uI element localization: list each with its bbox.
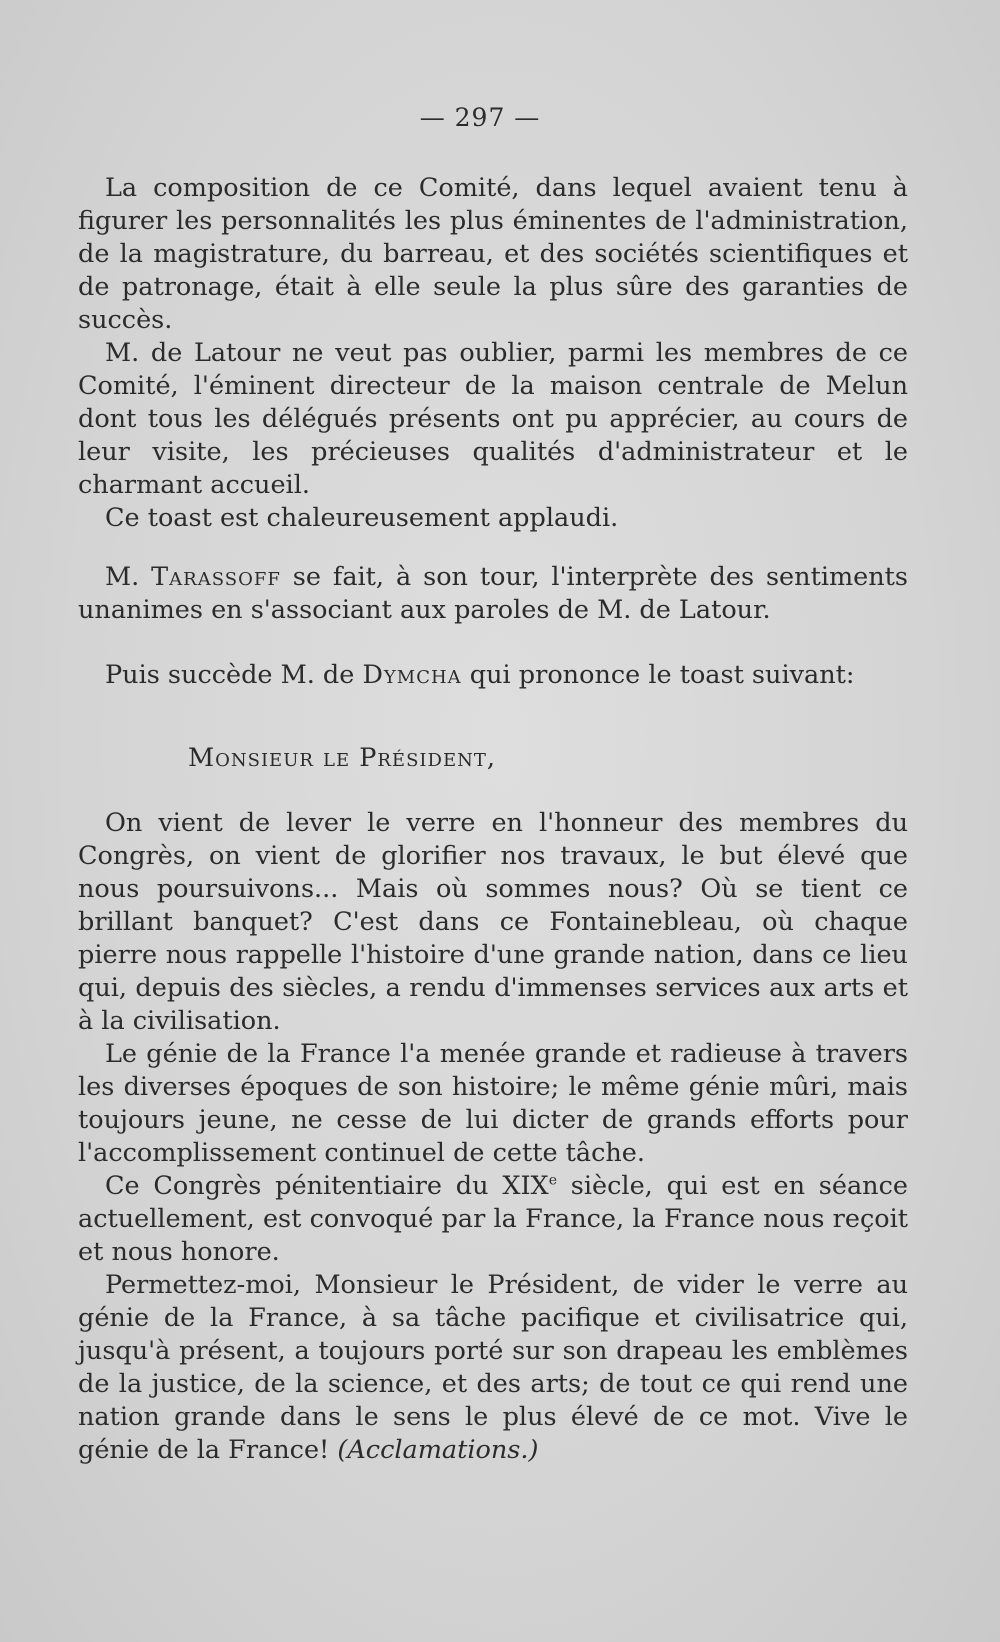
speaker-name-dymcha: Dymcha — [362, 660, 462, 690]
paragraph-de-latour: M. de Latour ne veut pas oublier, parmi les membres de ce Comité, l'éminent directeur de la maison centrale de Melun dont tous les délégués présents ont pu apprécier, au cours de leur visite, les précieuses qualités d'administrateur et le charmant accueil. — [78, 338, 908, 500]
toast-salutation: Monsieur le Président, — [188, 743, 496, 773]
paragraph-toast-genius: Le génie de la France l'a menée grande et radieuse à travers les diverses époques de son histoire; le même génie mûri, mais toujours jeune, ne cesse de lui dicter de grands efforts pour l'accomplissement continuel de cette tâche. — [78, 1039, 908, 1168]
century-superscript: e — [548, 1172, 557, 1189]
paragraph-toast-applauded: Ce toast est chaleureusement applaudi. — [105, 503, 619, 533]
congress-after: siècle, qui est en séance actuellement, est convoqué par la France, la France nous reçoit et nous honore. — [78, 1171, 908, 1267]
closing-text: Permettez-moi, Monsieur le Président, de vider le verre au génie de la France, à sa tâche pacifique et civilisatrice qui, jusqu'à présent, a toujours porté sur son drapeau les emblèmes de la justice, de la science, et des arts; de tout ce qui rend une nation grande dans le sens le plus élevé de ce mot. Vive le génie de la France! — [78, 1270, 908, 1465]
paragraph-toast-closing — [78, 1269, 908, 1467]
paragraph-toast-penitentiary-congress — [78, 1170, 908, 1269]
paragraph-tarassoff — [78, 561, 908, 627]
tarassoff-after: se fait, à son tour, l'interprète des sentiments unanimes en s'associant aux paroles de M. de Latour. — [78, 562, 909, 625]
paragraph-toast-congress: On vient de lever le verre en l'honneur des membres du Congrès, on vient de glorifier nos travaux, le but élevé que nous poursuivons... Mais où sommes nous? Où se tient ce brillant banquet? C'est dans ce Fontainebleau, où chaque pierre nous rappelle l'histoire d'une grande nation, dans ce lieu qui, depuis des siècles, a rendu d'immenses services aux arts et à la civilisation. — [78, 808, 908, 1036]
acclamations: (Acclamations.) — [337, 1435, 539, 1465]
dymcha-after: qui prononce le toast suivant: — [461, 660, 855, 690]
dymcha-before: Puis succède M. de — [105, 660, 363, 690]
congress-before: Ce Congrès pénitentiaire du XIX — [105, 1171, 549, 1201]
tarassoff-before: M. — [105, 562, 152, 592]
body-text — [78, 172, 908, 1467]
paragraph-dymcha — [78, 659, 908, 692]
speaker-name-tarassoff: Tarassoff — [151, 562, 281, 592]
page-number: — 297 — — [419, 103, 541, 132]
paragraph-committee-composition: La composition de ce Comité, dans lequel avaient tenu à figurer les personnalités les plus éminentes de l'administration, de la magistrature, du barreau, et des sociétés scientifiques et de patronage, était à elle seule la plus sûre des garanties de succès. — [78, 173, 908, 335]
